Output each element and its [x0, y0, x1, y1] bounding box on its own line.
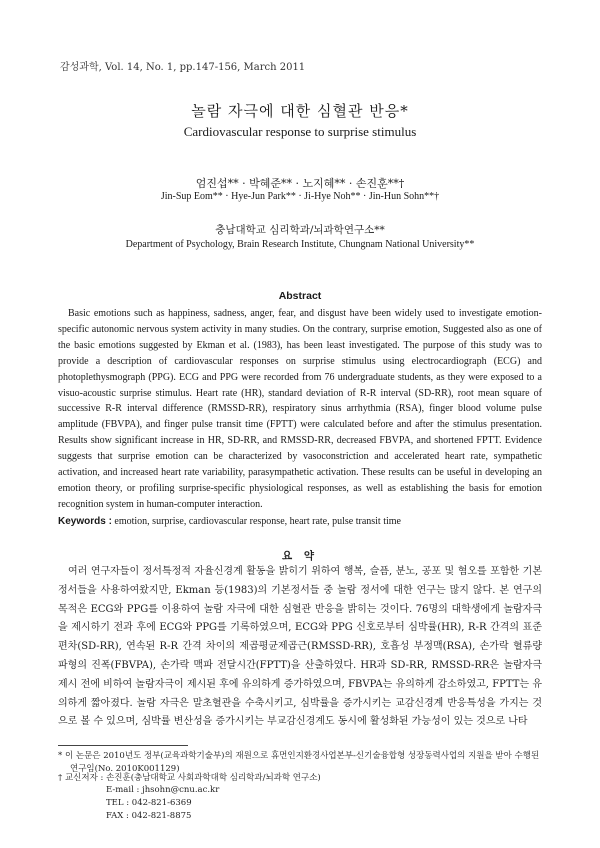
abstract-body: Basic emotions such as happiness, sadness, anger, fear, and disgust have been widely used to investigate emotion-specific autonomic nervous system activity in many studies. On the contrary, surprise emotion, Suggested also as one of the basic emotions suggested by Ekman et al. (1983), has been least investigated. The purpose of this study was to provide a description of cardiovascular responses on surprise stimulus using electrocardiograph (ECG) and photoplethysmograph (PPG). ECG and PPG were recorded from 76 undergraduate students, as they were exposed to a visuo-acoustic surprise stimulus. Heart rate (HR), standard deviation of R-R interval (SD-RR), root mean square of successive R-R interval difference (RMSSD-RR), respiratory sinus arrhythmia (RSA), finger blood volume pulse amplitude (FBVPA), and finger pulse transit time (FPTT) were calculated before and after the stimulus presentation. Results show significant increase in HR, SD-RR, and RMSSD-RR, decreased FBVPA, and shortened FPTT. Evidence suggests that surprise emotion can be characterized by vasoconstriction and accelerated heart rate, sympathetic activation, and increased heart rate variability, parasympathetic activation. These results can be useful in developing an emotion theory, or profiling surprise-specific physiological responses, as well as establishing the basis for emotion recognition system in human-computer interaction.	[58, 308, 542, 510]
paper-title-english: Cardiovascular response to surprise stimulus	[183, 124, 417, 139]
footnote-corresponding-author: † 교신저자 : 손진훈(충남대학교 사회과학대학 심리학과/뇌과학 연구소)	[58, 773, 321, 783]
contact-tel: TEL : 042-821-6369	[106, 798, 192, 808]
paper-title-korean: 놀람 자극에 대한 심혈관 반응*	[191, 102, 409, 120]
summary-body: 여러 연구자들이 정서특정적 자율신경계 활동을 밝히기 위하여 행복, 슬픔, 분노, 공포 및 혐오를 포함한 기본 정서들을 사용하여왔지만, Ekman 등(1983)의 기본정서들 중 놀람 정서에 대한 연구는 많지 않다. 본 연구의 목적은 ECG와 PPG를 이용하여 놀람 자극에 대한 심혈관 반응을 밝히는 것이다. 76명의 대학생에게 놀람자극을 제시하기 전과 후에 ECG와 PPG를 기록하였으며, ECG와 PPG 신호로부터 심박률(HR), R-R 간격의 표준편차(SD-RR), 연속된 R-R 간격 차이의 제곱평균제곱근(RMSSD-RR), 호흡성 부정맥(RSA), 손가락 혈류량 파형의 진폭(FBVPA), 손가락 맥파 전달시간(FPTT)을 산출하였다. HR과 SD-RR, RMSSD-RR은 놀람자극 제시 전에 비하여 놀람자극이 제시된 후에 유의하게 증가하였으며, FBVPA는 유의하게 감소하였고, FPTT는 유의하게 짧아졌다. 놀람 자극은 말초혈관을 수축시키고, 심박률을 증가시키는 교감신경계 반응특성을 가지는 것으로 볼 수 있으며, 심박률 변산성을 증가시키는 부교감신경계도 동시에 활성화된 가능성이 있는 것으로 나타	[58, 566, 542, 728]
affiliation-english: Department of Psychology, Brain Research Institute, Chungnam National University**	[125, 239, 475, 250]
affiliation-korean: 충남대학교 심리학과/뇌과학연구소**	[215, 224, 385, 236]
keywords-label: Keywords :	[58, 516, 112, 527]
contact-email: E-mail : jhsohn@cnu.ac.kr	[106, 785, 220, 795]
contact-fax: FAX : 042-821-8875	[106, 811, 192, 821]
authors-korean: 엄진섭** · 박혜준** · 노지혜** · 손진훈**†	[195, 177, 405, 190]
keywords	[58, 516, 542, 527]
footnote-divider	[58, 745, 188, 746]
summary-heading: 요 약	[282, 550, 318, 562]
abstract-heading: Abstract	[278, 290, 322, 302]
footnote-funding-line1: * 이 논문은 2010년도 정부(교육과학기술부)의 재원으로 휴먼인지환경사업본부-신기술융합형 성장동력사업의 지원을 받아 수행된	[58, 751, 540, 761]
footnote-funding-line2: 연구임(No. 2010K001129)	[70, 764, 180, 774]
authors-english: Jin-Sup Eom** · Hye-Jun Park** · Ji-Hye Noh** · Jin-Hun Sohn**†	[160, 191, 440, 202]
keywords-text: emotion, surprise, cardiovascular response, heart rate, pulse transit time	[114, 516, 401, 527]
running-head: 감성과학, Vol. 14, No. 1, pp.147-156, March 2011	[60, 62, 306, 73]
